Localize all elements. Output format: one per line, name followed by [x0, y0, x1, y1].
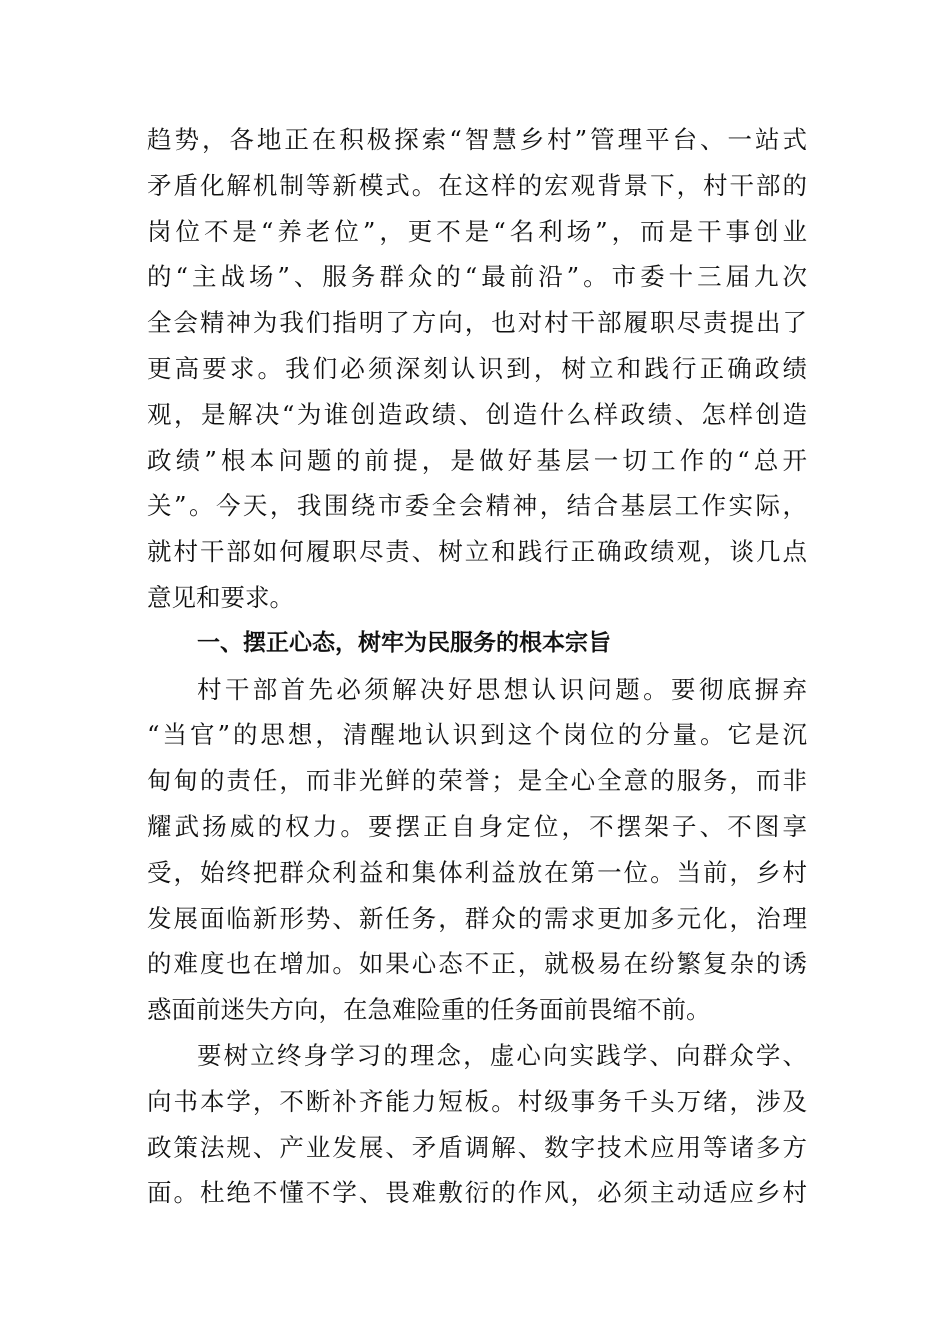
- text-line: 惑面前迷失方向，在急难险重的任务面前畏缩不前。: [147, 995, 711, 1025]
- paragraph-mindset: [147, 667, 807, 1033]
- text-line: 受，始终把群众利益和集体利益放在第一位。当前，乡村: [147, 857, 807, 887]
- text-line: 发展面临新形势、新任务，群众的需求更加多元化，治理: [147, 903, 807, 933]
- paragraph-learning: [147, 1033, 807, 1216]
- text-line: 政策法规、产业发展、矛盾调解、数字技术应用等诸多方: [147, 1132, 807, 1162]
- text-line: 耀武扬威的权力。要摆正自身定位，不摆架子、不图享: [147, 811, 807, 841]
- paragraph-context: [147, 117, 807, 621]
- document-body: [147, 117, 807, 1216]
- text-line: 全会精神为我们指明了方向，也对村干部履职尽责提出了: [147, 308, 807, 338]
- text-line: 的难度也在增加。如果心态不正，就极易在纷繁复杂的诱: [147, 949, 807, 979]
- text-line: “当官”的思想，清醒地认识到这个岗位的分量。它是沉: [147, 720, 807, 750]
- text-line: 村干部首先必须解决好思想认识问题。要彻底摒弃: [197, 674, 807, 704]
- text-line: 趋势，各地正在积极探索“智慧乡村”管理平台、一站式: [147, 125, 807, 154]
- text-line: 意见和要求。: [147, 582, 294, 612]
- text-line: 关”。今天，我围绕市委全会精神，结合基层工作实际，: [147, 491, 807, 521]
- text-line: 矛盾化解机制等新模式。在这样的宏观背景下，村干部的: [147, 170, 807, 200]
- text-line: 就村干部如何履职尽责、树立和践行正确政绩观，谈几点: [147, 537, 807, 567]
- text-line: 政绩”根本问题的前提，是做好基层一切工作的“总开: [147, 445, 807, 475]
- text-line: 甸甸的责任，而非光鲜的荣誉；是全心全意的服务，而非: [147, 766, 807, 796]
- text-line: 面。杜绝不懂不学、畏难敷衍的作风，必须主动适应乡村: [147, 1178, 807, 1208]
- text-line: 向书本学，不断补齐能力短板。村级事务千头万绪，涉及: [147, 1086, 807, 1116]
- section-heading: 一、摆正心态，树牢为民服务的根本宗旨: [197, 629, 611, 656]
- text-line: 岗位不是“养老位”，更不是“名利场”，而是干事创业: [147, 216, 807, 246]
- text-line: 的“主战场”、服务群众的“最前沿”。市委十三届九次: [147, 262, 807, 292]
- text-line: 更高要求。我们必须深刻认识到，树立和践行正确政绩: [147, 353, 807, 383]
- text-line: 要树立终身学习的理念，虚心向实践学、向群众学、: [197, 1040, 807, 1070]
- text-line: 观，是解决“为谁创造政绩、创造什么样政绩、怎样创造: [147, 399, 807, 429]
